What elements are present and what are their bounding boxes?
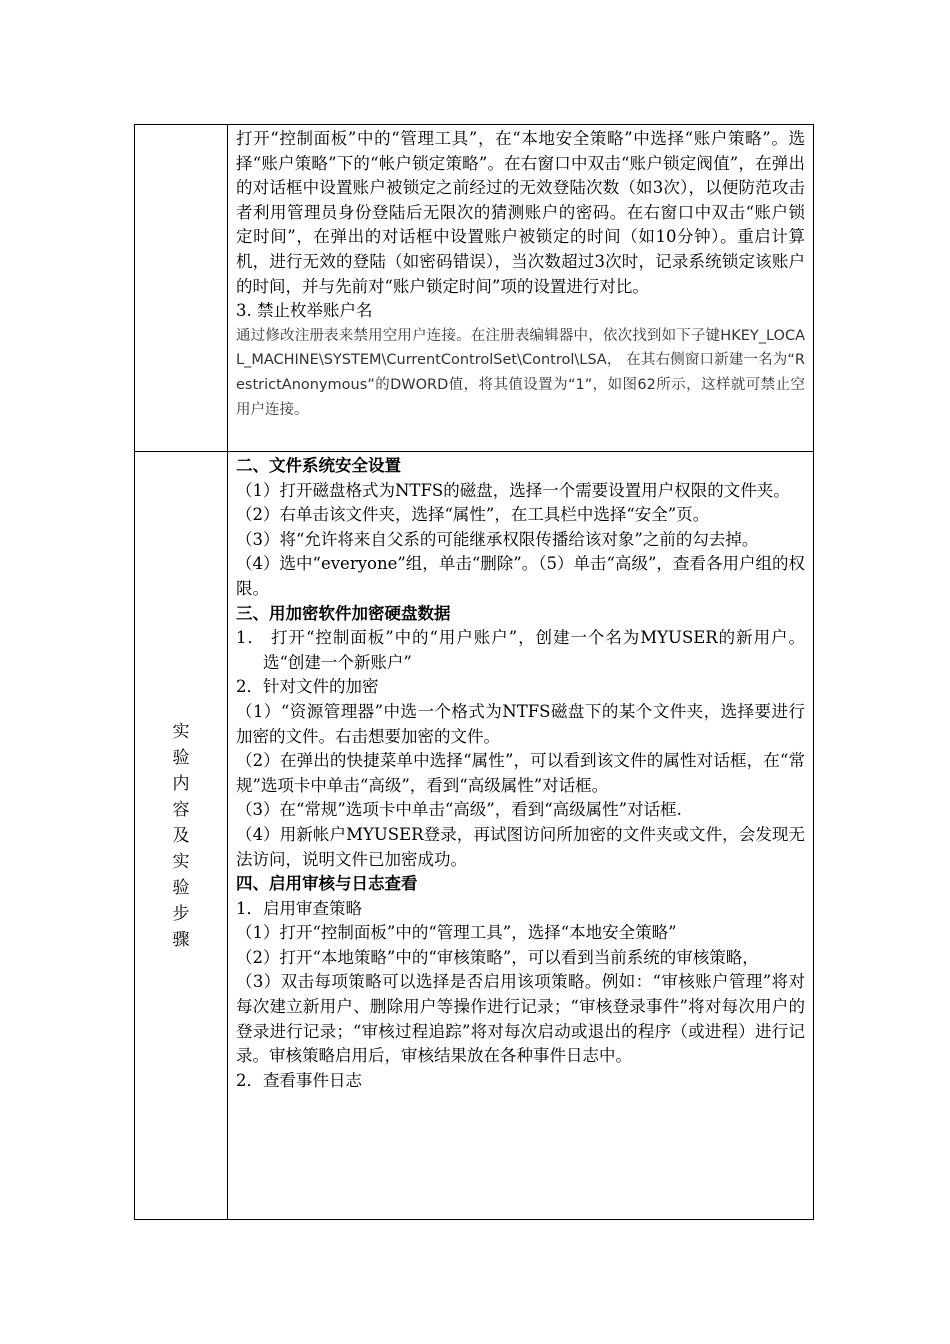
account-lockout-paragraph: 打开“控制面板”中的“管理工具”，在“本地安全策略”中选择“账户策略”。选择“账户策略”下的“帐户锁定策略”。在右窗口中双击“账户锁定阀值”，在弹出的对话框中设置账户被锁定之前经过的无效登陆次数（如3次），以便防范攻击者利用管理员身份登陆后无限次的猜测账户的密码。在右窗口中双击“账户锁定时间”，在弹出的对话框中设置账户被锁定的时间（如10分钟）。重启计算机，进行无效的登陆（如密码错误），当次数超过3次时，记录系统锁定该账户的时间，并与先前对“账户锁定时间”项的设置进行对比。 [236, 129, 805, 296]
step-paragraph: 2．查看事件日志 [236, 1070, 362, 1090]
row-label: 实验内容及实验步骤 [172, 721, 190, 950]
step-paragraph: （1）打开“控制面板”中的“管理工具”，选择“本地安全策略” [236, 923, 677, 943]
step-paragraph: 1． 打开“控制面板”中的“用户账户”，创建一个名为MYUSER的新用户。选“创建一个新账户” [236, 628, 805, 672]
step-paragraph: （2）在弹出的快捷菜单中选择“属性”，可以看到该文件的属性对话框，在“常规”选项卡中单击“高级”，看到“高级属性”对话框。 [236, 751, 805, 795]
step-paragraph: （3）将“允许将来自父系的可能继承权限传播给该对象”之前的勾去掉。 [236, 529, 759, 549]
step-paragraph: （1）打开磁盘格式为NTFS的磁盘，选择一个需要设置用户权限的文件夹。 [236, 480, 790, 500]
step-paragraph: （4）选中“everyone”组，单击“删除”。（5）单击“高级”，查看各用户组的权限。 [236, 554, 805, 598]
step-paragraph: （2）打开“本地策略”中的“审核策略”，可以看到当前系统的审核策略， [236, 947, 759, 967]
section-heading: 四、启用审核与日志查看 [236, 874, 418, 894]
registry-paragraph: 通过修改注册表来禁用空用户连接。在注册表编辑器中，依次找到如下子键HKEY_LOCAL_MACHINE\SYSTEM\CurrentControlSet\Control\LSA， 在其右侧窗口新建一名为“RestrictAnonymous”的DWORD值，将其值设置为“1”，如图62所示，这样就可禁止空用户连接。 [236, 327, 805, 418]
table-row [135, 125, 813, 451]
section-heading: 三、用加密软件加密硬盘数据 [236, 603, 451, 623]
step-paragraph: 1．启用审查策略 [236, 898, 362, 918]
step-paragraph: （3）双击每项策略可以选择是否启用该项策略。例如：“审核账户管理”将对每次建立新用户、删除用户等操作进行记录；“审核登录事件”将对每次用户的登录进行记录；“审核过程追踪”将对每次启动或退出的程序（或进程）进行记录。审核策略启用后，审核结果放在各种事件日志中。 [236, 972, 805, 1066]
step-paragraph: （2）右单击该文件夹，选择“属性”，在工具栏中选择“安全”页。 [236, 505, 710, 525]
row-label-cell [135, 125, 228, 451]
table-row [135, 451, 813, 1219]
step-heading: 3. 禁止枚举账户名 [236, 301, 373, 321]
experiment-table [134, 124, 814, 1220]
step-paragraph: （3）在“常规”选项卡中单击“高级”，看到“高级属性”对话框. [236, 800, 682, 820]
step-paragraph: 2．针对文件的加密 [236, 677, 379, 697]
step-paragraph: （1）“资源管理器”中选一个格式为NTFS磁盘下的某个文件夹，选择要进行加密的文件。右击想要加密的文件。 [236, 701, 805, 746]
row-content-cell [228, 125, 813, 451]
row-label-cell [135, 452, 228, 1219]
step-paragraph: （4）用新帐户MYUSER登录，再试图访问所加密的文件夹或文件，会发现无法访问，说明文件已加密成功。 [236, 824, 805, 869]
row-content-cell [228, 452, 813, 1219]
section-heading: 二、文件系统安全设置 [236, 456, 401, 475]
